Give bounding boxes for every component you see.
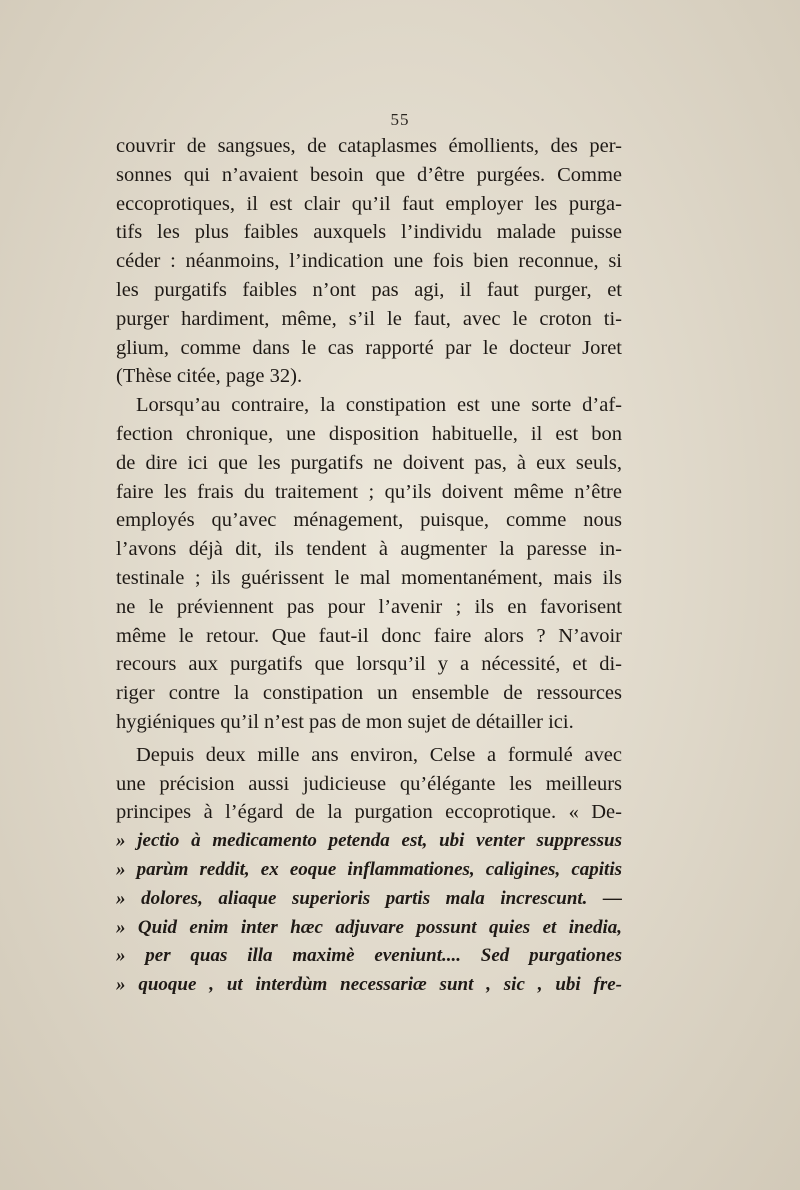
- latin-quote-line: » dolores, aliaque superioris partis mala increscunt. —: [116, 887, 622, 909]
- text-line: ne le préviennent pas pour l’avenir ; ils en favorisent: [116, 595, 622, 618]
- text-line: une précision aussi judicieuse qu’élégante les meilleurs: [116, 772, 622, 795]
- latin-quote-line: » jectio à medicamento petenda est, ubi venter suppressus: [116, 830, 622, 852]
- text-line: eccoprotiques, il est clair qu’il faut employer les purga-: [116, 192, 622, 215]
- latin-quote-line: » quoque , ut interdùm necessariæ sunt , sic , ubi fre-: [116, 974, 622, 996]
- text-line: l’avons déjà dit, ils tendent à augmenter la paresse in-: [116, 538, 622, 561]
- text-line: sonnes qui n’avaient besoin que d’être purgées. Comme: [116, 163, 622, 186]
- text-line: fection chronique, une disposition habituelle, il est bon: [116, 422, 622, 445]
- text-line: tifs les plus faibles auxquels l’individu malade puisse: [116, 221, 622, 244]
- text-line: recours aux purgatifs que lorsqu’il y a nécessité, et di-: [116, 653, 622, 676]
- page-number: 55: [390, 110, 410, 129]
- text-line: Lorsqu’au contraire, la constipation est une sorte d’af-: [136, 394, 622, 417]
- text-line: céder : néanmoins, l’indication une fois bien reconnue, si: [116, 250, 622, 273]
- text-line: testinale ; ils guérissent le mal momentanément, mais ils: [116, 566, 622, 589]
- text-line: même le retour. Que faut-il donc faire alors ? N’avoir: [116, 624, 622, 647]
- text-line: les purgatifs faibles n’ont pas agi, il faut purger, et: [116, 278, 622, 301]
- latin-quote-line: » Quid enim inter hæc adjuvare possunt quies et inedia,: [116, 916, 622, 938]
- text-line: de dire ici que les purgatifs ne doivent pas, à eux seuls,: [116, 451, 622, 474]
- latin-quote-line: » parùm reddit, ex eoque inflammationes, caligines, capitis: [116, 858, 622, 880]
- text-line: purger hardiment, même, s’il le faut, avec le croton ti-: [116, 307, 622, 330]
- text-line: riger contre la constipation un ensemble de ressources: [116, 682, 622, 705]
- text-line: (Thèse citée, page 32).: [116, 365, 303, 388]
- text-line: principes à l’égard de la purgation eccoprotique. « De-: [116, 801, 622, 824]
- text-line: glium, comme dans le cas rapporté par le docteur Joret: [116, 336, 622, 359]
- text-line: Depuis deux mille ans environ, Celse a formulé avec: [136, 743, 622, 766]
- text-line: couvrir de sangsues, de cataplasmes émollients, des per-: [116, 135, 622, 157]
- latin-quote-line: » per quas illa maximè eveniunt.... Sed purgationes: [116, 945, 622, 967]
- body-text: [116, 132, 622, 1000]
- text-line: hygiéniques qu’il n’est pas de mon sujet de détailler ici.: [116, 710, 574, 733]
- text-line: employés qu’avec ménagement, puisque, comme nous: [116, 509, 622, 532]
- text-line: faire les frais du traitement ; qu’ils doivent même n’être: [116, 480, 622, 503]
